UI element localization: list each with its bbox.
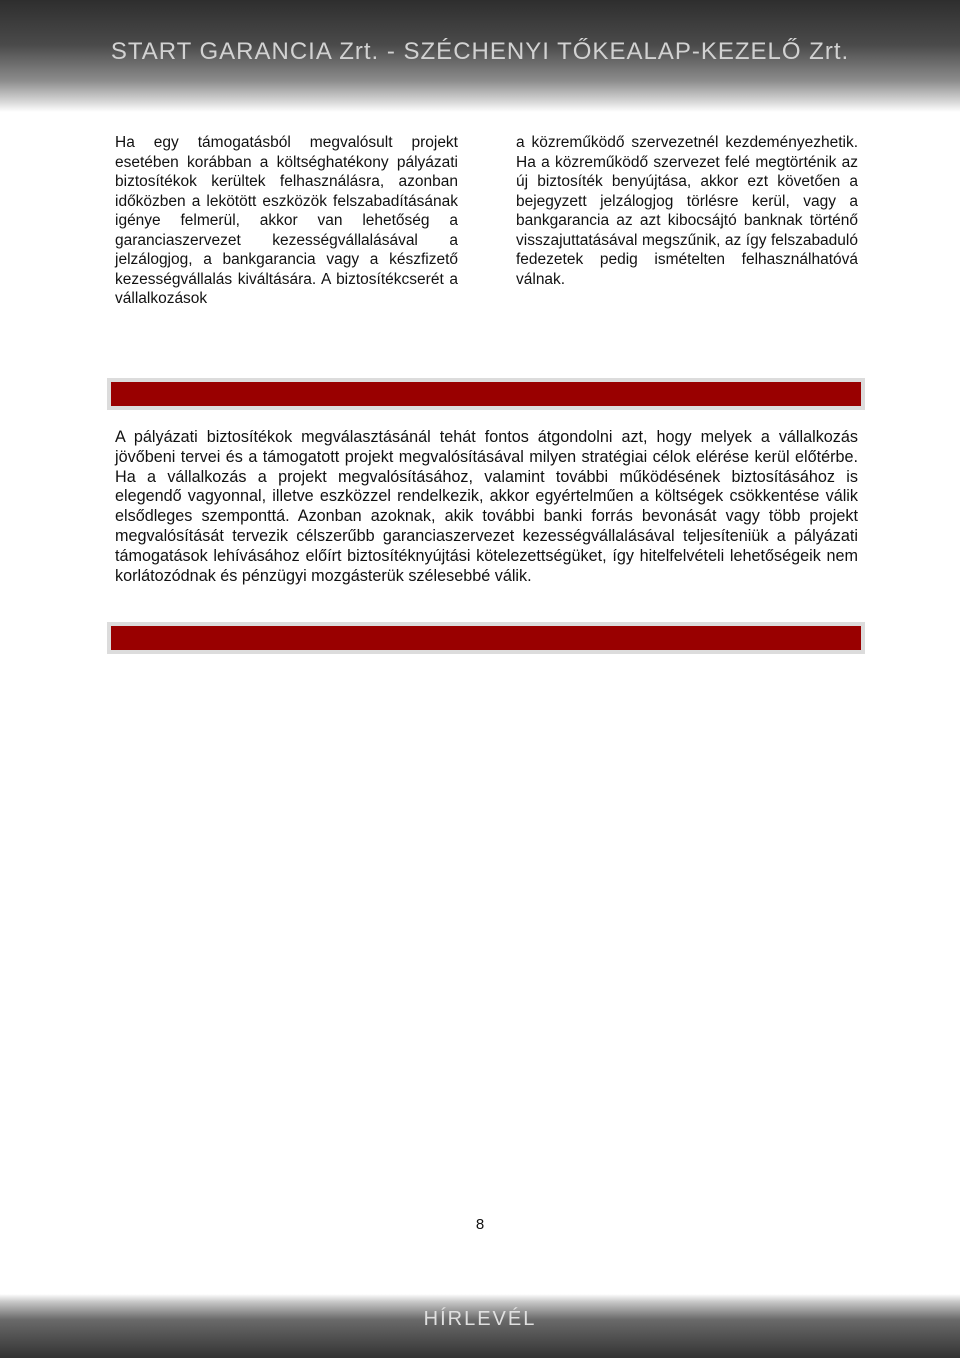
left-column-text: Ha egy támogatásból megvalósult projekt esetében korábban a költséghatékony pályázati biztosítékok kerültek felhasználásra, azonban időközben a lekötött eszközök felszabadításának igénye felmerül, akkor van lehetőség a garanciaszervezet kezességvállalásával a jelzálogjog, a bankgarancia vagy a készfizető kezességvállalás kiváltására. A biztosítékcserét a vállalkozások xyxy=(115,134,458,307)
footer-title: HÍRLEVÉL xyxy=(423,1308,537,1330)
page-footer xyxy=(0,1294,960,1358)
page-header xyxy=(0,0,960,112)
section-divider-fill xyxy=(111,626,861,650)
section-divider-fill xyxy=(111,382,861,406)
section-divider-bar xyxy=(107,378,865,410)
right-column-text: a közreműködő szervezetnél kezdeményezhetik. Ha a közreműködő szervezet felé megtörténik az új biztosíték benyújtása, akkor ezt követően a bejegyzett jelzálogjog törlésre kerül, vagy a bankgarancia az azt kibocsájtó banknak történő visszajuttatásával megszűnik, az így felszabaduló fedezetek pedig ismételten felhasználhatóvá válnak. xyxy=(516,134,858,288)
header-title: START GARANCIA Zrt. - SZÉCHENYI TŐKEALAP-KEZELŐ Zrt. xyxy=(110,38,850,65)
section-divider-bar xyxy=(107,622,865,654)
full-width-paragraph: A pályázati biztosítékok megválasztásánál tehát fontos átgondolni azt, hogy melyek a vállalkozás jövőbeni tervei és a támogatott projekt megvalósításával milyen stratégiai célok elérése kerül előtérbe. Ha a vállalkozás a projekt megvalósításához, valamint további működésének biztosításához is elegendő vagyonnal, illetve eszközzel rendelkezik, akkor egyértelműen a költségek csökkentése válik elsődleges szemponttá. Azonban azoknak, akik további banki forrás bevonását vagy több projekt megvalósítását tervezik célszerűbb garanciaszervezet kezességvállalásával teljesíteniük a pályázati támogatások lehívásához előírt biztosítéknyújtási kötelezettségüket, így hitelfelvételi lehetőségeik nem korlátozódnak és pénzügyi mozgásterük szélesebbé válik. xyxy=(115,428,858,585)
page-number: 8 xyxy=(475,1216,485,1233)
